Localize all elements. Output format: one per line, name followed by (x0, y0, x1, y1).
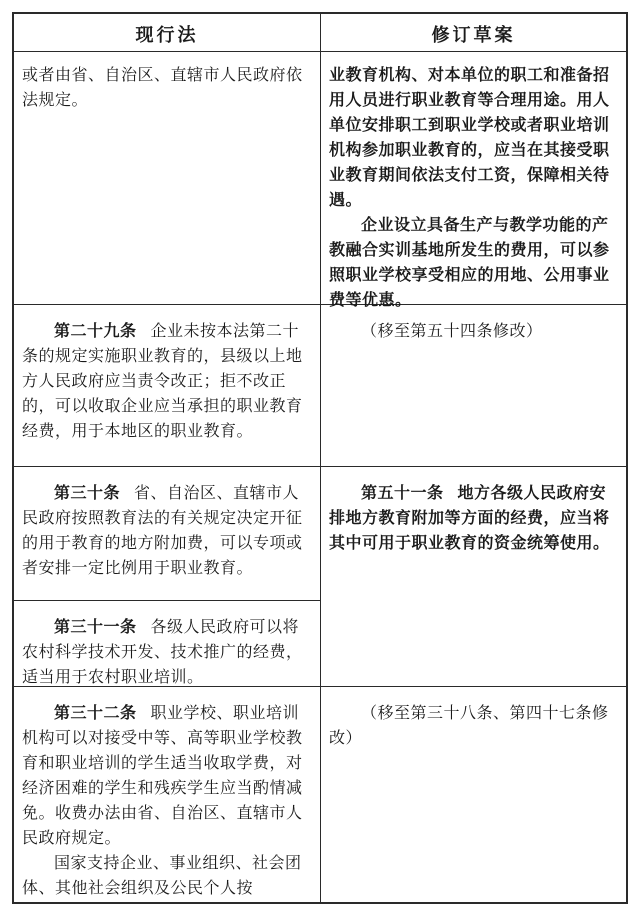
article-32-label: 第三十二条 (54, 703, 137, 722)
article-29-body: 企业未按本法第二十条的规定实施职业教育的，县级以上地方人民政府应当责令改正；拒不改正的，可以收取企业应当承担的职业教育经费，用于本地区的职业教育。 (22, 321, 303, 440)
article-31-label: 第三十一条 (54, 617, 137, 636)
comparison-table (12, 12, 628, 904)
article-30-label: 第三十条 (54, 483, 121, 502)
row5-current-law (14, 696, 320, 900)
article-51-body: 地方各级人民政府安排地方教育附加等方面的经费，应当将其中可用于职业教育的资金统筹使用。 (329, 483, 610, 552)
article-29-label: 第二十九条 (54, 321, 137, 340)
row1-right-para2: 企业设立具备生产与教学功能的产教融合实训基地所发生的费用，可以参照职业学校享受相应的用地、公用事业费等优惠。 (329, 215, 610, 309)
row1-draft (321, 58, 626, 312)
row4-current-law (14, 610, 320, 689)
row3-draft (321, 476, 626, 555)
article-51-label: 第五十一条 (361, 483, 444, 502)
row5-right-note: （移至第三十八条、第四十七条修改） (329, 703, 609, 747)
row-divider (14, 600, 320, 601)
row3-current-law (14, 476, 320, 580)
row2-right-note: （移至第五十四条修改） (361, 321, 543, 340)
row5-draft (321, 696, 626, 750)
row1-current-law (14, 58, 320, 112)
article-30-body: 省、自治区、直辖市人民政府按照教育法的有关规定决定开征的用于教育的地方附加费，可以专项或者安排一定比例用于职业教育。 (22, 483, 303, 577)
column-header-draft: 修订草案 (431, 25, 516, 46)
row2-draft (321, 314, 626, 343)
row1-right-para1: 业教育机构、对本单位的职工和准备招用人员进行职业教育等合理用途。用人单位安排职工到职业学校或者职业培训机构参加职业教育的，应当在其接受职业教育期间依法支付工资，保障相关待遇。 (329, 65, 610, 209)
row-divider (14, 466, 626, 467)
article-32-body: 职业学校、职业培训机构可以对接受中等、高等职业学校教育和职业培训的学生适当收取学费，对经济困难的学生和残疾学生应当酌情减免。收费办法由省、自治区、直辖市人民政府规定。 (22, 703, 303, 847)
row1-left-text: 或者由省、自治区、直辖市人民政府依法规定。 (22, 65, 303, 109)
article-31-body: 各级人民政府可以将农村科学技术开发、技术推广的经费，适当用于农村职业培训。 (22, 617, 303, 686)
column-header-current-law: 现行法 (135, 25, 199, 46)
article-32-para2: 国家支持企业、事业组织、社会团体、其他社会组织及公民个人按 (22, 853, 302, 897)
header-divider (14, 51, 626, 52)
row2-current-law (14, 314, 320, 443)
